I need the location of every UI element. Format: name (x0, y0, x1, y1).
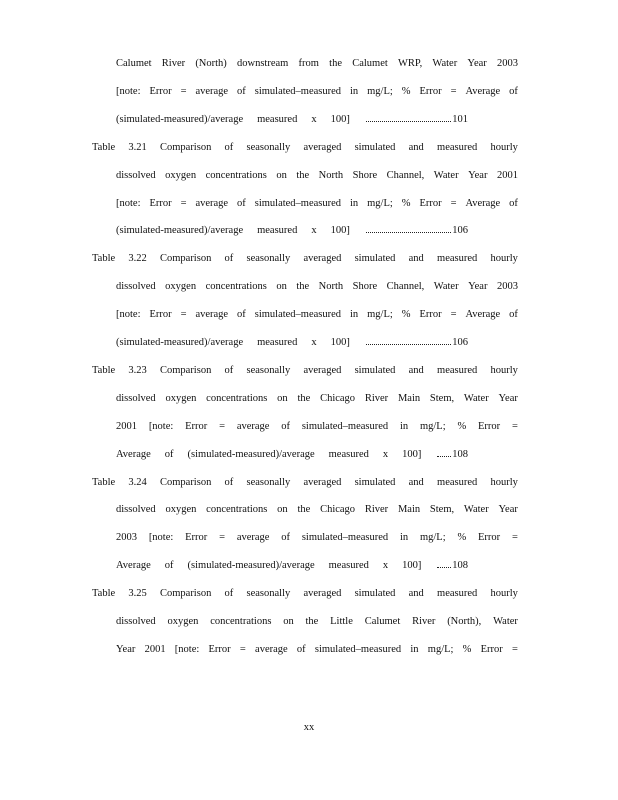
toc-word: oxygen (165, 169, 197, 181)
toc-word: 3.22 (128, 253, 147, 265)
toc-entry-line (92, 253, 518, 269)
toc-word: simulated–measured (301, 420, 389, 432)
toc-word: % (462, 643, 472, 655)
toc-word: measured (328, 560, 369, 572)
toc-word: [note: (174, 643, 200, 655)
toc-word: measured (437, 253, 478, 265)
toc-word: of (224, 364, 234, 376)
toc-word: Table (92, 476, 116, 488)
toc-word: = (450, 197, 457, 209)
toc-word: in (350, 197, 359, 209)
toc-word: Table (92, 364, 116, 376)
toc-word: simulated (354, 588, 396, 600)
toc-word: seasonally (246, 253, 291, 265)
toc-word: measured (257, 337, 298, 348)
toc-word: Error (208, 643, 231, 655)
toc-word: in (399, 420, 409, 432)
toc-word: Main (397, 392, 421, 404)
toc-word: average (195, 309, 229, 321)
toc-word: average (195, 85, 229, 97)
toc-word: concentrations (206, 392, 268, 404)
toc-word: of (224, 253, 234, 265)
toc-word: Stem, (429, 392, 455, 404)
toc-word: Error (149, 309, 172, 321)
toc-word: dissolved (116, 392, 156, 404)
toc-word: and (408, 588, 424, 600)
toc-word: 100] (330, 337, 350, 348)
toc-entry-line (92, 477, 518, 493)
toc-word: mg/L; (367, 85, 393, 97)
toc-word: hourly (490, 253, 518, 265)
toc-entry-line (116, 309, 518, 325)
toc-word: of (224, 476, 234, 488)
toc-entry-line (92, 588, 518, 604)
toc-word: % (457, 420, 467, 432)
toc-entry-last-line (116, 225, 468, 241)
toc-word: simulated–measured (314, 643, 402, 655)
toc-word: Year (498, 504, 518, 516)
toc-word: of (237, 309, 246, 321)
page-footer-number: xx (303, 722, 315, 733)
toc-word: 100] (330, 225, 350, 237)
toc-word: simulated–measured (254, 197, 342, 209)
dot-leader (366, 344, 451, 345)
toc-word: WRP, (397, 58, 423, 69)
toc-word: measured (257, 225, 298, 237)
toc-word: dissolved (116, 169, 156, 181)
toc-word: Comparison (159, 476, 212, 488)
toc-word: Comparison (159, 141, 212, 153)
toc-word: % (457, 532, 467, 544)
toc-word: Channel, (386, 169, 425, 181)
toc-word: x (382, 560, 389, 572)
toc-word: Stem, (429, 504, 455, 516)
toc-word: 3.23 (128, 364, 147, 376)
dot-leader (366, 121, 451, 122)
toc-word: Water (432, 58, 458, 69)
toc-word: on (276, 281, 287, 293)
toc-word: hourly (490, 141, 518, 153)
toc-word: [note: (116, 197, 141, 209)
toc-word: Water (433, 169, 459, 181)
toc-word: oxygen (165, 281, 197, 293)
toc-word: mg/L; (367, 309, 393, 321)
toc-word: oxygen (165, 392, 197, 404)
toc-word: Average (465, 309, 501, 321)
toc-word: 3.25 (128, 588, 147, 600)
toc-word: Average (465, 197, 501, 209)
toc-word: Shore (352, 169, 378, 181)
toc-entry-line (116, 504, 518, 520)
toc-word: mg/L; (367, 197, 393, 209)
toc-word: simulated–measured (254, 85, 342, 97)
toc-word: the (296, 281, 310, 293)
toc-word: simulated (354, 253, 396, 265)
dot-leader (437, 456, 451, 457)
toc-entry-line (116, 86, 518, 102)
toc-word: = (180, 85, 187, 97)
toc-word: (simulated-measured)/average (187, 560, 315, 572)
toc-word: x (382, 448, 389, 460)
toc-word: Little (330, 616, 353, 627)
toc-page-number: 108 (452, 448, 468, 460)
toc-word: of (224, 588, 234, 600)
toc-word: simulated–measured (301, 532, 389, 544)
toc-word: the (296, 169, 310, 181)
toc-word: of (237, 197, 246, 209)
toc-word: Comparison (159, 253, 212, 265)
toc-word: Error (478, 420, 501, 432)
toc-word: River (161, 58, 186, 69)
toc-word: (North), (447, 616, 482, 627)
toc-word: and (408, 364, 424, 376)
toc-word: averaged (303, 476, 342, 488)
toc-word: x (311, 337, 317, 348)
toc-word: simulated (354, 476, 396, 488)
toc-word: Error (149, 197, 172, 209)
toc-word: 100] (330, 113, 350, 125)
toc-word: = (450, 85, 457, 97)
toc-word: [note: (116, 85, 141, 97)
toc-word: (North) (195, 58, 227, 69)
toc-word: average (236, 420, 270, 432)
toc-word: Error (149, 85, 172, 97)
toc-page-number: 106 (452, 225, 468, 237)
toc-word: measured (437, 588, 478, 600)
toc-word: seasonally (246, 588, 291, 600)
toc-word: 2001 (496, 169, 518, 181)
toc-word: hourly (490, 364, 518, 376)
toc-word: concentrations (205, 169, 267, 181)
toc-word: % (401, 197, 411, 209)
toc-word: x (311, 113, 317, 125)
toc-word: dissolved (116, 504, 156, 516)
toc-word: Year (116, 643, 136, 655)
toc-word: = (180, 309, 187, 321)
toc-word: the (297, 392, 311, 404)
toc-word: Water (463, 392, 489, 404)
toc-entry-line (116, 532, 518, 548)
toc-word: seasonally (246, 364, 291, 376)
toc-word: hourly (490, 588, 518, 600)
toc-word: simulated (354, 141, 396, 153)
toc-word: averaged (303, 141, 342, 153)
toc-entry-last-line (116, 449, 468, 465)
toc-word: hourly (490, 476, 518, 488)
toc-word: on (283, 616, 294, 627)
toc-word: mg/L; (427, 643, 454, 655)
dot-leader (366, 232, 451, 233)
toc-word: and (408, 476, 424, 488)
toc-word: mg/L; (419, 532, 446, 544)
toc-word: [note: (148, 532, 174, 544)
toc-word: of (281, 532, 291, 544)
toc-word: = (239, 643, 246, 655)
toc-word: in (399, 532, 409, 544)
toc-word: Error (185, 420, 208, 432)
toc-word: in (410, 643, 419, 655)
toc-word: of (237, 85, 246, 97)
toc-word: 2003 (116, 532, 137, 544)
toc-word: oxygen (165, 504, 197, 516)
toc-word: Comparison (159, 364, 212, 376)
toc-word: 2003 (496, 281, 518, 293)
toc-word: Year (498, 392, 518, 404)
toc-word: average (195, 197, 229, 209)
toc-word: River (364, 392, 389, 404)
toc-word: dissolved (116, 281, 156, 293)
toc-word: averaged (303, 253, 342, 265)
toc-page-number: 101 (452, 113, 468, 125)
toc-word: = (512, 643, 518, 655)
toc-word: measured (257, 113, 298, 125)
toc-word: seasonally (246, 141, 291, 153)
toc-entry-line (92, 365, 518, 381)
toc-entry-line (116, 393, 518, 409)
toc-word: averaged (303, 364, 342, 376)
toc-word: of (509, 85, 518, 97)
toc-word: in (350, 309, 359, 321)
dot-leader (437, 567, 451, 568)
toc-word: Error (478, 532, 501, 544)
toc-word: (simulated-measured)/average (116, 225, 244, 237)
toc-word: Error (480, 643, 503, 655)
toc-word: % (401, 85, 411, 97)
toc-entry-line (92, 142, 518, 158)
toc-word: (simulated-measured)/average (116, 337, 244, 348)
toc-word: (simulated-measured)/average (187, 448, 315, 460)
toc-word: 100] (402, 448, 422, 460)
toc-word: downstream (237, 58, 289, 69)
toc-word: Chicago (320, 504, 356, 516)
toc-word: the (305, 616, 319, 627)
toc-word: of (509, 309, 518, 321)
toc-word: = (511, 420, 518, 432)
toc-word: dissolved (116, 616, 156, 627)
toc-word: of (509, 197, 518, 209)
toc-word: of (164, 448, 174, 460)
toc-word: Error (419, 309, 442, 321)
toc-word: = (450, 309, 457, 321)
toc-word: of (296, 643, 306, 655)
toc-word: x (311, 225, 317, 237)
toc-word: % (401, 309, 411, 321)
toc-word: Error (185, 532, 208, 544)
toc-word: mg/L; (419, 420, 446, 432)
toc-entry-last-line (116, 560, 468, 576)
toc-word: [note: (116, 309, 141, 321)
toc-word: Average (465, 85, 501, 97)
toc-word: Average (116, 448, 151, 460)
toc-word: 2001 (144, 643, 166, 655)
toc-word: 3.24 (128, 476, 147, 488)
toc-entry-last-line (116, 337, 468, 353)
toc-word: [note: (148, 420, 174, 432)
toc-word: 3.21 (128, 141, 147, 153)
toc-word: River (364, 504, 389, 516)
toc-word: (simulated-measured)/average (116, 113, 244, 125)
toc-entry-line (116, 58, 518, 74)
toc-word: Error (419, 197, 442, 209)
toc-word: oxygen (167, 616, 199, 627)
toc-word: average (255, 643, 288, 655)
toc-word: Comparison (159, 588, 212, 600)
toc-word: of (281, 420, 291, 432)
toc-word: = (180, 197, 187, 209)
toc-word: 2001 (116, 420, 137, 432)
toc-word: in (350, 85, 359, 97)
toc-word: North (318, 281, 344, 293)
toc-word: measured (437, 476, 478, 488)
toc-word: North (318, 169, 344, 181)
toc-word: concentrations (206, 504, 268, 516)
toc-page-number: 108 (452, 560, 468, 572)
toc-word: Main (397, 504, 421, 516)
toc-word: Year (468, 281, 488, 293)
toc-entry-line (116, 421, 518, 437)
toc-word: = (219, 420, 226, 432)
toc-word: 100] (402, 560, 422, 572)
toc-word: from (298, 58, 319, 69)
toc-word: Error (419, 85, 442, 97)
toc-entry-last-line (116, 114, 468, 130)
toc-word: Water (463, 504, 489, 516)
toc-word: = (219, 532, 226, 544)
toc-word: = (511, 532, 518, 544)
toc-word: Channel, (386, 281, 425, 293)
toc-word: concentrations (205, 281, 267, 293)
toc-word: measured (437, 364, 478, 376)
toc-word: Average (116, 560, 151, 572)
toc-word: average (236, 532, 270, 544)
toc-word: on (277, 504, 288, 516)
toc-word: the (329, 58, 342, 69)
toc-word: concentrations (210, 616, 272, 627)
toc-word: Calumet (364, 616, 401, 627)
toc-word: Water (433, 281, 459, 293)
toc-word: simulated (354, 364, 396, 376)
toc-word: Table (92, 253, 116, 265)
toc-word: simulated–measured (254, 309, 342, 321)
toc-word: measured (328, 448, 369, 460)
toc-entry-line (116, 281, 518, 297)
toc-word: measured (437, 141, 478, 153)
toc-word: Year (467, 58, 487, 69)
toc-word: Table (92, 141, 116, 153)
toc-word: 2003 (496, 58, 518, 69)
toc-word: and (408, 253, 424, 265)
toc-word: the (297, 504, 311, 516)
toc-word: on (276, 169, 287, 181)
toc-word: Water (493, 616, 518, 627)
toc-word: of (164, 560, 174, 572)
toc-word: on (277, 392, 288, 404)
toc-entry-line (116, 170, 518, 186)
toc-entry-line (116, 616, 518, 632)
toc-word: Calumet (116, 58, 152, 69)
toc-word: of (224, 141, 234, 153)
toc-word: and (408, 141, 424, 153)
toc-word: seasonally (246, 476, 291, 488)
toc-word: Shore (352, 281, 378, 293)
toc-word: River (412, 616, 436, 627)
toc-word: Year (468, 169, 488, 181)
toc-entry-line (116, 198, 518, 214)
toc-entry-line (116, 644, 518, 660)
toc-word: Chicago (320, 392, 356, 404)
toc-word: Calumet (352, 58, 388, 69)
toc-word: Table (92, 588, 116, 600)
toc-word: averaged (303, 588, 342, 600)
toc-page-number: 106 (452, 337, 468, 348)
